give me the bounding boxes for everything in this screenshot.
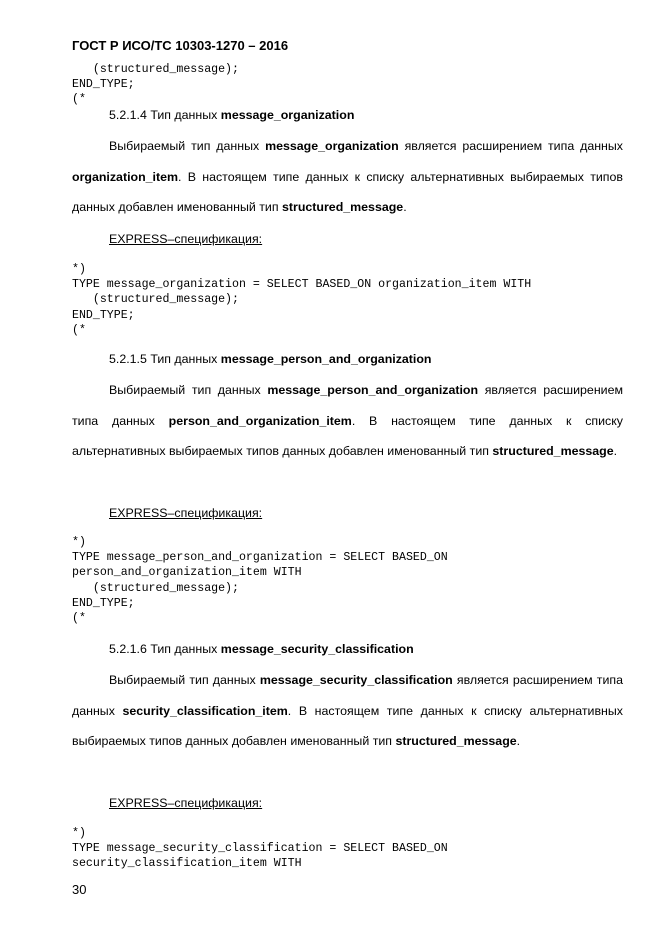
code-block-message-person-and-organization: *) TYPE message_person_and_organization = SELECT BASED_ON person_and_organization_item WITH (structured_message); END_TYPE; (* [72,536,448,626]
paragraph-message-person-and-organization [72,375,623,467]
para-bold: structured_message [281,200,404,215]
para-text: является расширением типа данных [72,673,624,718]
para-text: . В настоящем типе данных к списку альтернативных выбираемых типов данных добавлен именованный тип [72,703,623,749]
code-block-message-organization: *) TYPE message_organization = SELECT BASED_ON organization_item WITH (structured_message); END_TYPE; (* [72,263,532,337]
document-header: ГОСТ Р ИСО/ТС 10303-1270 – 2016 [72,38,289,53]
express-spec-label: EXPRESS–спецификация: [109,796,263,810]
express-spec-label: EXPRESS–спецификация: [109,232,263,246]
code-block-top: (structured_message); END_TYPE; (* [72,63,239,107]
heading-type-name: message_person_and_organization [220,352,432,366]
section-heading-5-2-1-4 [109,108,354,122]
express-spec-label: EXPRESS–спецификация: [109,506,263,520]
para-bold: message_security_classification [259,673,453,687]
heading-prefix: 5.2.1.5 Тип данных [109,352,221,366]
para-text: Выбираемый тип данных [109,383,268,397]
para-text: . [403,200,407,215]
heading-prefix: 5.2.1.6 Тип данных [109,642,221,656]
para-text: является расширением типа данных [72,383,623,428]
para-text: . В настоящем типе данных к списку альтернативных выбираемых типов данных добавлен именованный тип [72,413,623,459]
para-bold: structured_message [395,734,517,749]
heading-prefix: 5.2.1.4 Тип данных [109,108,221,122]
para-text: . В настоящем типе данных к списку альтернативных выбираемых типов данных добавлен именованный тип [72,169,623,215]
section-heading-5-2-1-5 [109,352,432,366]
code-block-message-security-classification: *) TYPE message_security_classification = SELECT BASED_ON security_classification_item WITH [72,827,448,871]
para-text: Выбираемый тип данных [109,139,266,153]
para-text: . [613,444,618,459]
para-text: . [516,734,521,749]
para-bold: organization_item [72,169,179,184]
para-bold: structured_message [492,444,614,459]
page-number: 30 [72,882,87,897]
para-text: Выбираемый тип данных [109,673,260,687]
para-bold: message_person_and_organization [267,383,479,397]
paragraph-message-security-classification [72,665,623,757]
para-text: является расширением типа данных [398,139,624,153]
paragraph-message-organization [72,131,623,223]
section-heading-5-2-1-6 [109,642,414,656]
para-bold: security_classification_item [122,703,288,718]
heading-type-name: message_security_classification [220,642,414,656]
para-bold: person_and_organization_item [168,413,352,428]
heading-type-name: message_organization [220,108,355,122]
para-bold: message_organization [265,139,399,153]
